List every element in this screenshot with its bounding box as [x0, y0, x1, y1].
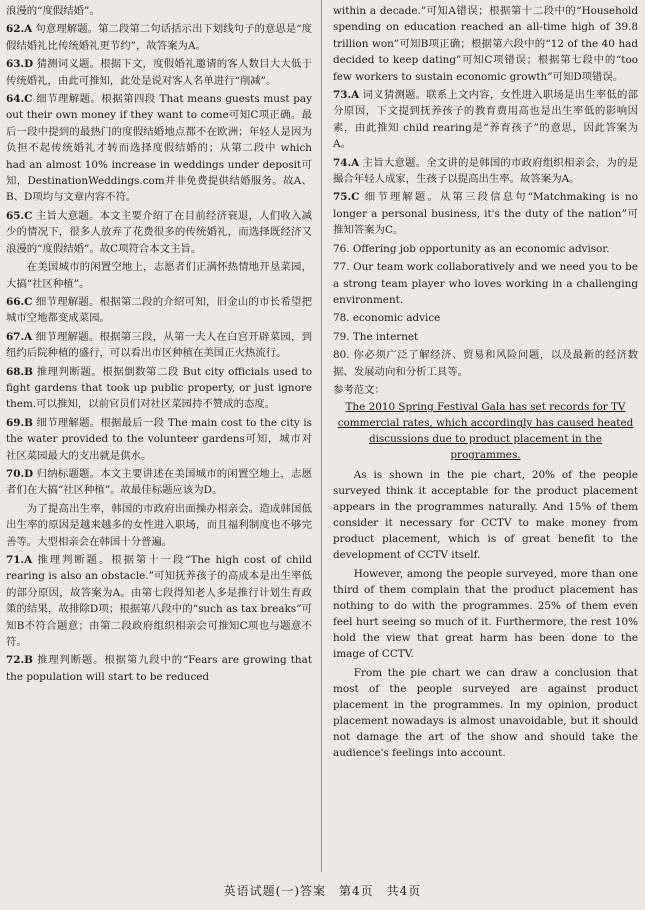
answer-text: 在美国城市的闲置空地上，志愿者们正满怀热情地开垦菜园，大搞“社区种植”。 — [6, 261, 312, 290]
essay-heading: 参考范文： — [333, 383, 385, 396]
answer-text: 细节理解题。根据第四段 That means guests must pay out their own money if they want to come可知C项正确。最后一段中提到的最热门的度假结婚地点都不在欧洲；年轻人是因为负担不起传统婚礼才转而选择度假结婚的；从第二段中 which had an almost 10% increase in weddings under deposit可知，DestinationWeddings.com并非免费提供结婚服务。故A、B、D项均与文章内容不符。 — [6, 93, 312, 204]
answer-item — [6, 415, 312, 464]
answer-number: 75.C — [333, 191, 360, 204]
answer-item — [333, 241, 638, 257]
answer-number: 66.C — [6, 295, 33, 308]
answer-text: 主旨大意题。全文讲的是韩国的市政府组织相亲会，为的是撮合年轻人成家，生孩子以提高出生率。故答案为A。 — [333, 156, 638, 186]
answer-text: 78. economic advice — [333, 312, 441, 325]
answer-number: 73.A — [333, 89, 360, 102]
answer-item — [333, 189, 638, 238]
answer-item — [6, 21, 312, 54]
answer-text: 76. Offering job opportunity as an economic advisor. — [333, 242, 610, 255]
answer-number: 65.C — [6, 209, 33, 222]
answer-text: 79. The internet — [333, 330, 419, 343]
answer-item — [6, 294, 312, 327]
essay-paragraph: As is shown in the pie chart, 20% of the people surveyed think it acceptable for the product placement appears in the programmes naturally. And 15% of them consider it necessary for CCTV to make money from product placement, which is of great benefit to the development of CCTV itself. — [333, 469, 638, 562]
essay-title: The 2010 Spring Festival Gala has set records for TV commercial rates, which accordingly has caused heated discussions due to product placement in the programmes. — [337, 401, 634, 462]
answer-number: 70.D — [6, 467, 34, 480]
answer-item — [6, 3, 312, 19]
essay-paragraph: However, among the people surveyed, more than one third of them complain that the product placement has nothing to do with the programmes. 25% of them even feel hurt seeing so much of it. Furthermore, the rest 10% hold the view that great harm has been done to the image of CCTV. — [333, 568, 638, 661]
right-answers — [333, 3, 638, 380]
answer-number: 67.A — [6, 330, 33, 343]
answer-number: 71.A — [6, 554, 33, 566]
answer-item — [333, 87, 638, 153]
answer-number: 63.D — [6, 58, 34, 71]
answer-text: 归纳标题题。本文主要讲述在美国城市的闲置空地上，志愿者们在大搞“社区种植”。故最佳标题应该为D。 — [6, 467, 312, 497]
answer-item — [333, 310, 638, 326]
answer-item — [6, 364, 312, 413]
answer-item — [6, 329, 312, 362]
answer-text: 细节理解题。根据最后一段 The main cost to the city is the water provided to the volunteer gardens可知，城市对社区菜园最大的支出就是供水。 — [6, 416, 312, 462]
essay-paragraph: From the pie chart we can draw a conclusion that most of the people surveyed are against product placement in the programmes. In my opinion, product placement nowadays is almost unavoidable, but it should not damage the art of the show and should take the audience's feelings into account. — [333, 667, 638, 760]
answer-number: 68.B — [6, 365, 33, 378]
answer-item — [6, 552, 312, 650]
answer-text: 细节理解题。根据第二段的介绍可知，旧金山的市长希望把城市空地都变成菜园。 — [6, 295, 312, 325]
answer-item — [333, 329, 638, 345]
answer-text: within a decade.”可知A错误；根据第十二段中的“Household spending on education reached an all-time high of 39.8 trillion won”可知B项正确；根据第六段中的“12 of the 40 had decided to keep dating”可知C项错误；根据第七段中的“too few workers to sustain economic growth”可知D项错误。 — [333, 5, 638, 83]
answer-item — [6, 208, 312, 257]
answer-text: 细节理解题。从第三段信息句“Matchmaking is no longer a personal business, it's the duty of the nation”可推知答案为C。 — [333, 191, 638, 237]
page-footer: 英语试题(一)答案 第4页 共4页 — [223, 884, 422, 898]
answer-item — [6, 56, 312, 89]
answer-text: 主旨大意题。本文主要介绍了在目前经济衰退，人们收入减少的情况下，很多人放弃了花费很多的传统婚礼，而选择既经济又浪漫的“度假结婚”。故C项符合本文主旨。 — [6, 209, 312, 255]
answer-text: 为了提高出生率，韩国的市政府出面操办相亲会。造成韩国低出生率的原因是越来越多的女性进入职场，而且福利制度也不够完善等。大型相亲会在韩国十分普遍。 — [6, 502, 312, 548]
answer-item — [333, 347, 638, 380]
answer-text: 句意理解题。第二段第二句话括示出下划线句子的意思是“度假结婚礼比传统婚礼更节约”，故答案为A。 — [6, 23, 312, 52]
answer-number: 69.B — [6, 416, 33, 429]
answer-item — [333, 155, 638, 188]
answer-text: 推理判断题。根据倒数第二段 But city officials used to fight gardens that took up public property, or just ignore them.可以推知，以前官员们对社区菜园持不赞成的态度。 — [6, 365, 312, 411]
left-column — [6, 3, 312, 687]
column-divider — [321, 0, 322, 872]
answer-text: 猜测词义题。根据下文，度假婚礼邀请的客人数目大大低于传统婚礼，由此可推知，此处是说对客人名单进行“削减”。 — [6, 58, 312, 87]
right-column — [333, 3, 638, 764]
passage-summary — [6, 259, 312, 292]
answer-text: 浪漫的“度假结婚”。 — [6, 5, 100, 17]
answer-number: 74.A — [333, 156, 360, 169]
answer-text: 80. 你必须广泛了解经济、贸易和风险问题，以及最新的经济数据、发展动向和分析工具等。 — [333, 349, 638, 378]
answer-item — [333, 3, 638, 85]
answer-item — [333, 259, 638, 308]
answer-text: 细节理解题。根据第三段，从第一夫人在白宫开辟菜园，到纽约后院种植的盛行，可以看出市区种植在美国正火热流行。 — [6, 330, 312, 360]
answer-number: 62.A — [6, 23, 33, 36]
answer-item — [6, 91, 312, 206]
passage-summary — [6, 501, 312, 550]
answer-text: 词义猜测题。联系上文内容，女性进入职场是出生率低的部分原因，下文提到抚养孩子的教育费用高也是出生率低的影响因素，由此推知 child rearing是“养育孩子”的意思，因此答案为A。 — [333, 89, 638, 151]
answer-item — [6, 652, 312, 685]
answer-number: 72.B — [6, 654, 33, 667]
answer-item — [6, 466, 312, 499]
answer-text: 推理判断题。根据第十一段“The high cost of child rearing is also an obstacle.”可知抚养孩子的高成本是出生率低的部分原因，故答案为A。由第七段得知老人多是推行计划生育政策的结果，故排除D项；根据第八段中的“such as tax breaks”可知B不符合题意；由第二段政府组织相亲会可推知C项也与题意不符。 — [6, 554, 312, 649]
answer-text: 推理判断题。根据第九段中的“Fears are growing that the population will start to be reduced — [6, 654, 312, 683]
essay-body — [333, 467, 638, 761]
answer-number: 64.C — [6, 93, 33, 106]
answer-text: 77. Our team work collaboratively and we need you to be a strong team player who loves working in a challenging environment. — [333, 261, 638, 306]
